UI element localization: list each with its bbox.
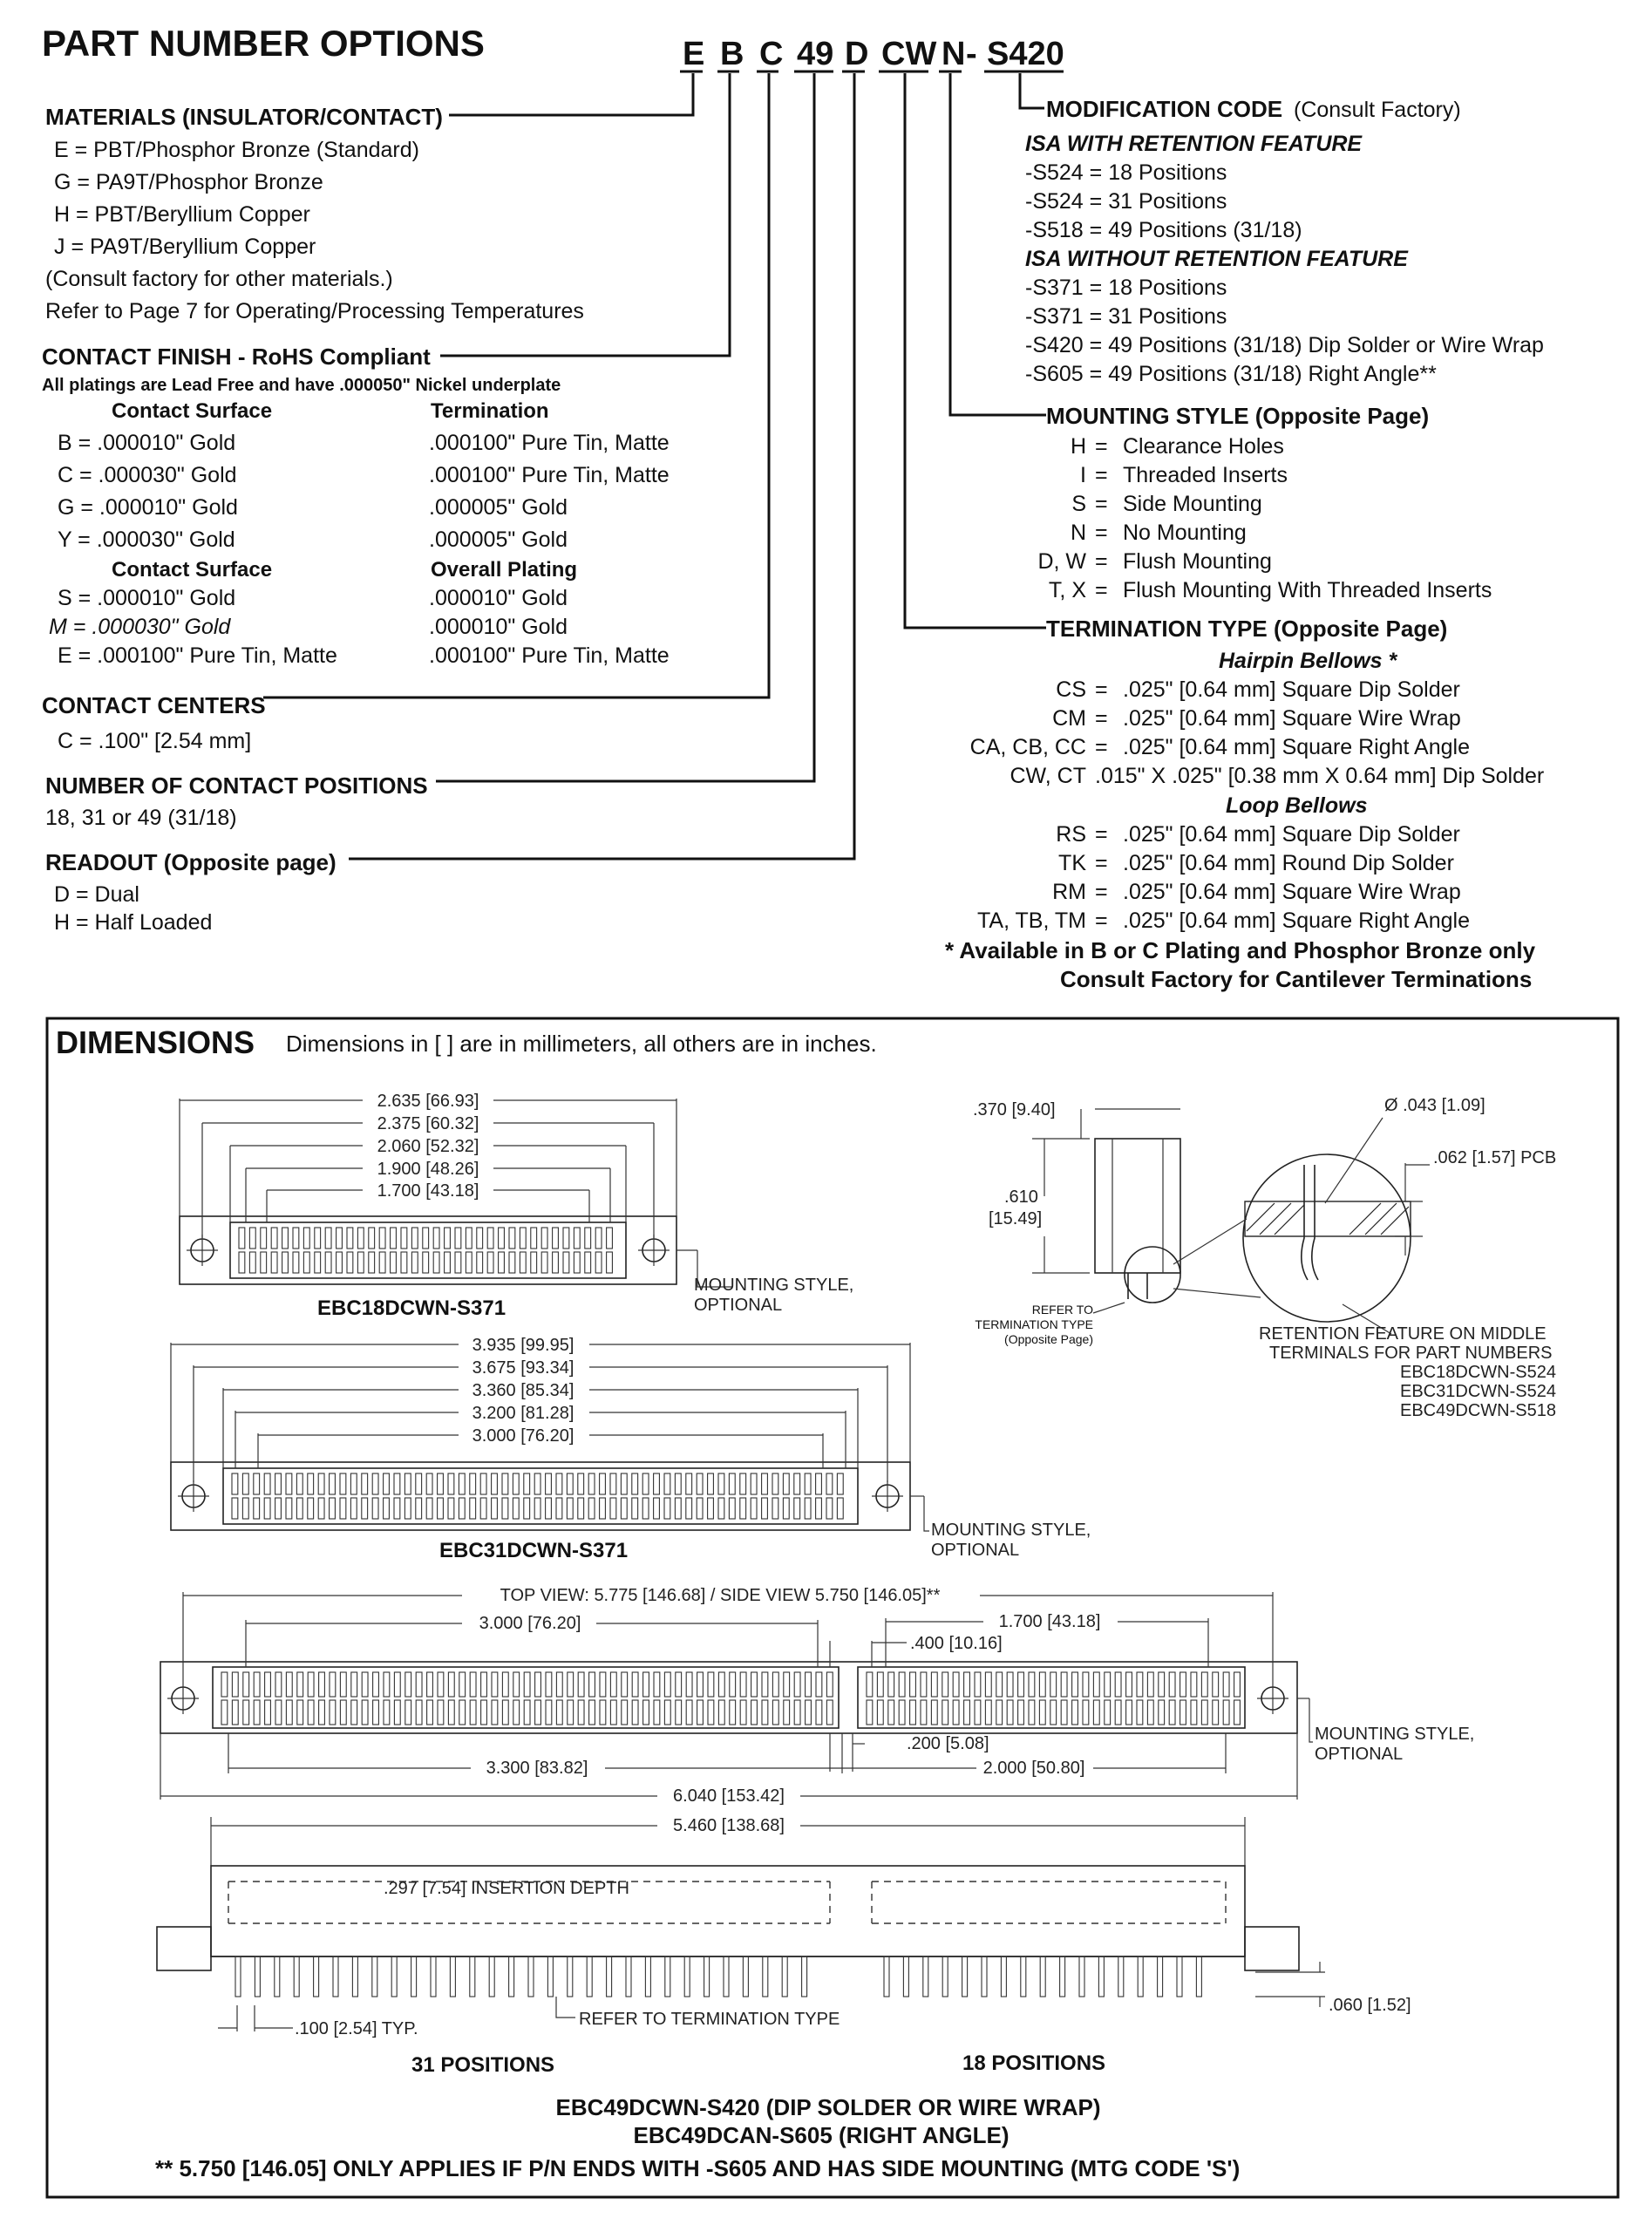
svg-text:=: =: [1095, 677, 1108, 702]
svg-text:=: =: [1095, 880, 1108, 904]
caption-footnote: ** 5.750 [146.05] ONLY APPLIES IF P/N ENDS WITH -S605 AND HAS SIDE MOUNTING (MTG CODE 'S'): [155, 2155, 1241, 2181]
svg-text:C = .000030" Gold: C = .000030" Gold: [58, 463, 237, 487]
svg-text:Threaded Inserts: Threaded Inserts: [1123, 463, 1288, 487]
svg-text:.025" [0.64 mm] Square Wire Wr: .025" [0.64 mm] Square Wire Wrap: [1123, 706, 1461, 731]
svg-text:T, X: T, X: [1048, 578, 1086, 602]
connector-18-dimensions: [377, 1092, 479, 1201]
page-title: PART NUMBER OPTIONS: [42, 23, 485, 64]
mod-sub-without: ISA WITHOUT RETENTION FEATURE: [1025, 247, 1408, 271]
svg-text:Ø .043 [1.09]: Ø .043 [1.09]: [1384, 1096, 1485, 1115]
svg-text:G = PA9T/Phosphor Bronze: G = PA9T/Phosphor Bronze: [54, 170, 323, 194]
mod-heading: MODIFICATION CODE: [1046, 96, 1283, 122]
svg-text:.000100" Pure Tin, Matte: .000100" Pure Tin, Matte: [429, 643, 670, 668]
svg-text:.025" [0.64 mm] Square Right A: .025" [0.64 mm] Square Right Angle: [1123, 908, 1470, 933]
svg-text:.297 [7.54] INSERTION DEPTH: .297 [7.54] INSERTION DEPTH: [384, 1879, 629, 1898]
dimensions-title: DIMENSIONS: [56, 1024, 255, 1060]
svg-text:CW, CT: CW, CT: [1010, 764, 1086, 788]
svg-text:.100 [2.54] TYP.: .100 [2.54] TYP.: [295, 2019, 418, 2038]
svg-text:E: E: [683, 36, 705, 72]
svg-text:49: 49: [797, 36, 834, 72]
svg-text:-S371 = 18 Positions: -S371 = 18 Positions: [1025, 276, 1227, 300]
svg-text:.000010" Gold: .000010" Gold: [429, 586, 568, 610]
readout-half: H = Half Loaded: [54, 910, 213, 935]
connector-31-dimensions: [472, 1336, 574, 1446]
svg-text:C: C: [759, 36, 784, 72]
finish-col2-header-b: Overall Plating: [431, 558, 578, 582]
svg-text:Side Mounting: Side Mounting: [1123, 492, 1262, 516]
positions-heading: NUMBER OF CONTACT POSITIONS: [45, 772, 428, 799]
centers-heading: CONTACT CENTERS: [42, 692, 266, 718]
svg-text:-S605 = 49 Positions (31/18) R: -S605 = 49 Positions (31/18) Right Angle**: [1025, 362, 1437, 386]
svg-text:3.360 [85.34]: 3.360 [85.34]: [472, 1381, 574, 1400]
svg-text:1.700 [43.18]: 1.700 [43.18]: [998, 1612, 1101, 1631]
svg-text:.025" [0.64 mm] Square Wire Wr: .025" [0.64 mm] Square Wire Wrap: [1123, 880, 1461, 904]
svg-text:.025" [0.64 mm] Round Dip Sold: .025" [0.64 mm] Round Dip Solder: [1123, 851, 1454, 875]
svg-text:EBC49DCWN-S518: EBC49DCWN-S518: [1400, 1401, 1556, 1420]
svg-text:S420: S420: [987, 36, 1064, 72]
svg-text:.370 [9.40]: .370 [9.40]: [973, 1100, 1056, 1119]
positions-18-label: 18 POSITIONS: [962, 2052, 1106, 2075]
svg-text:.060 [1.52]: .060 [1.52]: [1329, 1996, 1411, 2015]
svg-text:E = .000100" Pure Tin, Matte: E = .000100" Pure Tin, Matte: [58, 643, 337, 668]
finish-heading: CONTACT FINISH - RoHS Compliant: [42, 344, 431, 370]
svg-text:TA, TB, TM: TA, TB, TM: [976, 908, 1086, 933]
termination-footnote-2: Consult Factory for Cantilever Terminations: [1060, 966, 1533, 992]
finish-col1-header-a: Contact Surface: [112, 399, 273, 423]
termination-sub-hairpin: Hairpin Bellows *: [1219, 649, 1397, 673]
svg-text:=: =: [1095, 521, 1108, 545]
svg-text:6.040 [153.42]: 6.040 [153.42]: [673, 1786, 785, 1806]
svg-text:RS: RS: [1056, 822, 1086, 847]
svg-text:.025" [0.64 mm] Square Dip Sol: .025" [0.64 mm] Square Dip Solder: [1123, 677, 1460, 702]
svg-text:E = PBT/Phosphor Bronze (Stand: E = PBT/Phosphor Bronze (Standard): [54, 138, 419, 162]
svg-text:5.460 [138.68]: 5.460 [138.68]: [673, 1816, 785, 1835]
finish-col1-header-b: Contact Surface: [112, 558, 273, 582]
svg-text:H = PBT/Beryllium Copper: H = PBT/Beryllium Copper: [54, 202, 310, 227]
svg-text:3.675 [93.34]: 3.675 [93.34]: [472, 1358, 574, 1378]
svg-text:-: -: [966, 36, 977, 72]
svg-text:CW: CW: [881, 36, 937, 72]
svg-text:2.060 [52.32]: 2.060 [52.32]: [377, 1137, 479, 1156]
svg-text:TOP VIEW: 5.775 [146.68] / SID: TOP VIEW: 5.775 [146.68] / SIDE VIEW 5.750 [146.05]**: [500, 1586, 941, 1605]
svg-text:=: =: [1095, 851, 1108, 875]
svg-text:2.000 [50.80]: 2.000 [50.80]: [982, 1759, 1085, 1778]
svg-text:3.300 [83.82]: 3.300 [83.82]: [486, 1759, 588, 1778]
svg-text:Flush Mounting: Flush Mounting: [1123, 549, 1272, 574]
svg-text:.062 [1.57] PCB: .062 [1.57] PCB: [1433, 1148, 1557, 1167]
svg-text:N: N: [1070, 521, 1086, 545]
svg-text:D, W: D, W: [1037, 549, 1086, 574]
positions-31-label: 31 POSITIONS: [411, 2053, 555, 2077]
svg-text:Flush Mounting With Threaded I: Flush Mounting With Threaded Inserts: [1123, 578, 1492, 602]
svg-text:3.935 [99.95]: 3.935 [99.95]: [472, 1336, 574, 1355]
svg-text:-S420 = 49 Positions (31/18) D: -S420 = 49 Positions (31/18) Dip Solder or Wire Wrap: [1025, 333, 1544, 357]
svg-text:RETENTION FEATURE ON MIDDLE: RETENTION FEATURE ON MIDDLE: [1259, 1324, 1547, 1344]
svg-text:.000010" Gold: .000010" Gold: [429, 615, 568, 639]
svg-text:=: =: [1095, 822, 1108, 847]
svg-text:S: S: [1071, 492, 1086, 516]
svg-text:H: H: [1070, 434, 1086, 459]
svg-text:Y = .000030" Gold: Y = .000030" Gold: [58, 527, 235, 552]
svg-text:=: =: [1095, 434, 1108, 459]
svg-text:.000005" Gold: .000005" Gold: [429, 527, 568, 552]
termination-heading: TERMINATION TYPE (Opposite Page): [1046, 616, 1448, 642]
svg-text:1.900 [48.26]: 1.900 [48.26]: [377, 1160, 479, 1179]
svg-text:2.635 [66.93]: 2.635 [66.93]: [377, 1092, 479, 1111]
caption-right-angle: EBC49DCAN-S605 (RIGHT ANGLE): [633, 2122, 1010, 2148]
svg-text:CS: CS: [1056, 677, 1086, 702]
mod-heading-note: (Consult Factory): [1294, 98, 1461, 122]
svg-text:EBC31DCWN-S524: EBC31DCWN-S524: [1400, 1382, 1556, 1401]
svg-text:(Consult factory for other mat: (Consult factory for other materials.): [45, 267, 393, 291]
svg-text:S = .000010" Gold: S = .000010" Gold: [58, 586, 236, 610]
connector-31-label: EBC31DCWN-S371: [439, 1539, 629, 1562]
svg-text:3.000 [76.20]: 3.000 [76.20]: [479, 1614, 581, 1633]
svg-text:N: N: [942, 36, 966, 72]
caption-dip-solder: EBC49DCWN-S420 (DIP SOLDER OR WIRE WRAP): [555, 2094, 1101, 2120]
svg-text:No Mounting: No Mounting: [1123, 521, 1247, 545]
svg-text:G = .000010" Gold: G = .000010" Gold: [58, 495, 238, 520]
connector-18-label: EBC18DCWN-S371: [317, 1296, 506, 1320]
svg-text:RM: RM: [1052, 880, 1086, 904]
svg-text:-S371 = 31 Positions: -S371 = 31 Positions: [1025, 304, 1227, 329]
svg-text:TERMINATION TYPE: TERMINATION TYPE: [975, 1317, 1093, 1331]
mounting-heading: MOUNTING STYLE (Opposite Page): [1046, 403, 1430, 429]
svg-text:B: B: [720, 36, 744, 72]
termination-sub-loop: Loop Bellows: [1226, 793, 1368, 818]
svg-text:EBC18DCWN-S524: EBC18DCWN-S524: [1400, 1363, 1556, 1382]
svg-text:=: =: [1095, 706, 1108, 731]
svg-text:D: D: [845, 36, 869, 72]
mount-optional-49-a: MOUNTING STYLE,: [1315, 1725, 1475, 1744]
svg-text:-S524 = 31 Positions: -S524 = 31 Positions: [1025, 189, 1227, 214]
svg-text:.025" [0.64 mm] Square Right A: .025" [0.64 mm] Square Right Angle: [1123, 735, 1470, 759]
mod-sub-with: ISA WITH RETENTION FEATURE: [1025, 132, 1363, 156]
svg-text:=: =: [1095, 735, 1108, 759]
svg-text:M = .000030" Gold: M = .000030" Gold: [49, 615, 231, 639]
svg-text:TK: TK: [1058, 851, 1086, 875]
svg-text:=: =: [1095, 578, 1108, 602]
mount-optional-49-b: OPTIONAL: [1315, 1745, 1404, 1764]
svg-text:.000100" Pure Tin, Matte: .000100" Pure Tin, Matte: [429, 431, 670, 455]
svg-text:1.700 [43.18]: 1.700 [43.18]: [377, 1181, 479, 1201]
svg-text:3.200 [81.28]: 3.200 [81.28]: [472, 1404, 574, 1423]
mount-optional-31-a: MOUNTING STYLE,: [931, 1521, 1091, 1540]
svg-text:J = PA9T/Beryllium Copper: J = PA9T/Beryllium Copper: [54, 235, 316, 259]
termination-eq-hairpin: [1095, 677, 1108, 759]
svg-text:REFER TO TERMINATION TYPE: REFER TO TERMINATION TYPE: [579, 2010, 840, 2029]
centers-value: C = .100" [2.54 mm]: [58, 729, 252, 753]
termination-footnote-1: * Available in B or C Plating and Phosphor Bronze only: [945, 937, 1536, 963]
positions-value: 18, 31 or 49 (31/18): [45, 806, 237, 830]
dimensions-subtitle: Dimensions in [ ] are in millimeters, all others are in inches.: [286, 1031, 877, 1057]
svg-text:.200 [5.08]: .200 [5.08]: [907, 1734, 989, 1753]
svg-text:Refer to Page 7 for Operating/: Refer to Page 7 for Operating/Processing Temperatures: [45, 299, 584, 323]
svg-text:[15.49]: [15.49]: [989, 1209, 1043, 1228]
finish-note: All platings are Lead Free and have .000050" Nickel underplate: [42, 376, 561, 395]
svg-text:B = .000010" Gold: B = .000010" Gold: [58, 431, 236, 455]
svg-text:(Opposite Page): (Opposite Page): [1004, 1332, 1093, 1346]
svg-text:REFER TO: REFER TO: [1031, 1303, 1093, 1317]
svg-text:2.375 [60.32]: 2.375 [60.32]: [377, 1114, 479, 1133]
svg-text:CA, CB, CC: CA, CB, CC: [969, 735, 1086, 759]
readout-dual: D = Dual: [54, 882, 139, 907]
svg-text:.400 [10.16]: .400 [10.16]: [910, 1634, 1003, 1653]
svg-text:=: =: [1095, 492, 1108, 516]
svg-text:.015" X .025" [0.38 mm X 0.64: .015" X .025" [0.38 mm X 0.64 mm] Dip Solder: [1095, 764, 1545, 788]
svg-text:Clearance Holes: Clearance Holes: [1123, 434, 1284, 459]
finish-col2-header-a: Termination: [431, 399, 549, 423]
mount-optional-18-b: OPTIONAL: [694, 1296, 783, 1315]
svg-text:3.000 [76.20]: 3.000 [76.20]: [472, 1426, 574, 1446]
svg-text:=: =: [1095, 908, 1108, 933]
readout-heading: READOUT (Opposite page): [45, 849, 337, 875]
svg-text:=: =: [1095, 549, 1108, 574]
svg-text:.025" [0.64 mm] Square Dip Sol: .025" [0.64 mm] Square Dip Solder: [1123, 822, 1460, 847]
svg-text:-S524 = 18 Positions: -S524 = 18 Positions: [1025, 160, 1227, 185]
svg-text:I: I: [1080, 463, 1086, 487]
svg-text:-S518 = 49 Positions (31/18): -S518 = 49 Positions (31/18): [1025, 218, 1302, 242]
svg-text:CM: CM: [1052, 706, 1086, 731]
svg-text:TERMINALS FOR PART NUMBERS: TERMINALS FOR PART NUMBERS: [1269, 1344, 1553, 1363]
mount-optional-18-a: MOUNTING STYLE,: [694, 1276, 854, 1295]
svg-text:.610: .610: [1004, 1187, 1038, 1207]
svg-text:.000005" Gold: .000005" Gold: [429, 495, 568, 520]
mount-optional-31-b: OPTIONAL: [931, 1541, 1020, 1560]
svg-text:.000100" Pure Tin, Matte: .000100" Pure Tin, Matte: [429, 463, 670, 487]
materials-heading: MATERIALS (INSULATOR/CONTACT): [45, 104, 443, 130]
svg-text:=: =: [1095, 463, 1108, 487]
